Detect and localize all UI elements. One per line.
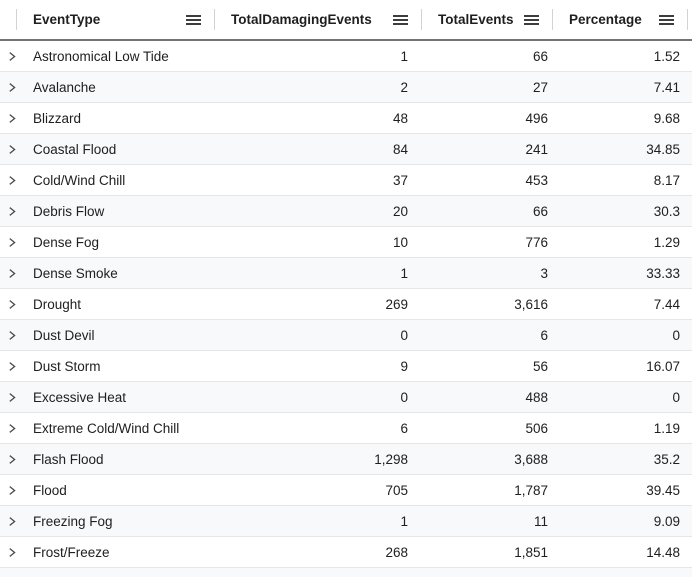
- cell-event-type: Frost/Freeze: [33, 544, 110, 560]
- column-menu-icon[interactable]: [524, 15, 539, 25]
- table-row[interactable]: [0, 320, 692, 351]
- table-row[interactable]: [0, 103, 692, 134]
- cell-total-damaging-events: 268: [385, 544, 408, 560]
- cell-event-type: Astronomical Low Tide: [33, 48, 169, 64]
- cell-total-damaging-events: 269: [385, 296, 408, 312]
- cell-percentage: 35.2: [653, 451, 680, 467]
- chevron-right-icon[interactable]: [7, 299, 17, 310]
- row-expander[interactable]: [0, 547, 17, 558]
- cell-total-events: 453: [525, 172, 548, 188]
- row-expander[interactable]: [0, 237, 17, 248]
- table-row[interactable]: [0, 134, 692, 165]
- chevron-right-icon[interactable]: [7, 547, 17, 558]
- row-expander[interactable]: [0, 299, 17, 310]
- header-filler: [688, 0, 692, 39]
- cell-percentage: 1.29: [653, 234, 680, 250]
- cell-event-type: Coastal Flood: [33, 141, 117, 157]
- cell-event-type: Avalanche: [33, 79, 96, 95]
- table-row[interactable]: [0, 196, 692, 227]
- chevron-right-icon[interactable]: [7, 392, 17, 403]
- chevron-right-icon[interactable]: [7, 454, 17, 465]
- partial-next-row: [0, 568, 692, 577]
- table-row[interactable]: [0, 41, 692, 72]
- cell-total-events: 66: [532, 48, 548, 64]
- chevron-right-icon[interactable]: [7, 51, 17, 62]
- cell-percentage: 33.33: [646, 265, 680, 281]
- chevron-right-icon[interactable]: [7, 516, 17, 527]
- cell-total-damaging-events: 37: [392, 172, 408, 188]
- cell-event-type: Flood: [33, 482, 67, 498]
- cell-event-type: Dense Smoke: [33, 265, 118, 281]
- cell-event-type: Debris Flow: [33, 203, 105, 219]
- cell-event-type: Extreme Cold/Wind Chill: [33, 420, 180, 436]
- cell-event-type: Excessive Heat: [33, 389, 127, 405]
- chevron-right-icon[interactable]: [7, 361, 17, 372]
- cell-event-type: Dust Storm: [33, 358, 101, 374]
- cell-total-events: 241: [525, 141, 548, 157]
- column-header-expander: [0, 0, 17, 39]
- table-row[interactable]: [0, 444, 692, 475]
- cell-event-type: Drought: [33, 296, 82, 312]
- column-header-event-type[interactable]: [17, 0, 215, 39]
- chevron-right-icon[interactable]: [7, 144, 17, 155]
- row-expander[interactable]: [0, 268, 17, 279]
- cell-event-type: Cold/Wind Chill: [33, 172, 126, 188]
- chevron-right-icon[interactable]: [7, 206, 17, 217]
- column-header-total-events[interactable]: [422, 0, 553, 39]
- chevron-right-icon[interactable]: [7, 330, 17, 341]
- cell-percentage: 16.07: [646, 358, 680, 374]
- cell-total-events: 3,616: [514, 296, 548, 312]
- cell-total-damaging-events: 1: [400, 48, 408, 64]
- cell-total-events: 1,851: [514, 544, 548, 560]
- row-expander[interactable]: [0, 516, 17, 527]
- cell-total-damaging-events: 6: [400, 420, 408, 436]
- table-row[interactable]: [0, 506, 692, 537]
- cell-total-events: 56: [532, 358, 548, 374]
- cell-total-events: 11: [533, 513, 548, 529]
- cell-total-damaging-events: 84: [392, 141, 408, 157]
- cell-total-damaging-events: 9: [400, 358, 408, 374]
- cell-percentage: 1.19: [653, 420, 680, 436]
- cell-percentage: 8.17: [653, 172, 680, 188]
- table-row[interactable]: [0, 258, 692, 289]
- cell-total-damaging-events: 20: [392, 203, 408, 219]
- table-row[interactable]: [0, 351, 692, 382]
- cell-total-events: 6: [540, 327, 548, 343]
- table-row[interactable]: [0, 413, 692, 444]
- cell-percentage: 14.48: [646, 544, 680, 560]
- row-expander[interactable]: [0, 454, 17, 465]
- row-expander[interactable]: [0, 330, 17, 341]
- cell-total-events: 27: [532, 79, 548, 95]
- header-row: [0, 0, 692, 41]
- table-row[interactable]: [0, 382, 692, 413]
- column-menu-icon[interactable]: [186, 15, 201, 25]
- column-label-total-damaging-events: TotalDamagingEvents: [231, 12, 372, 27]
- row-expander[interactable]: [0, 175, 17, 186]
- cell-event-type: Flash Flood: [33, 451, 104, 467]
- cell-total-damaging-events: 48: [392, 110, 408, 126]
- cell-percentage: 39.45: [646, 482, 680, 498]
- cell-event-type: Freezing Fog: [33, 513, 113, 529]
- table-row[interactable]: [0, 165, 692, 196]
- column-label-total-events: TotalEvents: [438, 12, 514, 27]
- cell-percentage: 30.3: [653, 203, 680, 219]
- cell-total-damaging-events: 0: [400, 389, 408, 405]
- cell-total-damaging-events: 10: [392, 234, 408, 250]
- chevron-right-icon[interactable]: [7, 423, 17, 434]
- column-menu-icon[interactable]: [659, 15, 674, 25]
- row-expander[interactable]: [0, 113, 17, 124]
- row-expander[interactable]: [0, 392, 17, 403]
- cell-percentage: 0: [672, 389, 680, 405]
- cell-total-events: 496: [525, 110, 548, 126]
- cell-total-damaging-events: 705: [385, 482, 408, 498]
- grid-body: [0, 41, 692, 568]
- row-expander[interactable]: [0, 485, 17, 496]
- column-header-percentage[interactable]: [553, 0, 688, 39]
- cell-total-events: 66: [532, 203, 548, 219]
- row-expander[interactable]: [0, 361, 17, 372]
- column-header-total-damaging-events[interactable]: [215, 0, 422, 39]
- cell-total-events: 506: [525, 420, 548, 436]
- column-label-percentage: Percentage: [569, 12, 642, 27]
- cell-percentage: 9.09: [653, 513, 680, 529]
- table-row[interactable]: [0, 537, 692, 568]
- cell-total-events: 776: [525, 234, 548, 250]
- row-expander[interactable]: [0, 51, 17, 62]
- chevron-right-icon[interactable]: [7, 113, 17, 124]
- cell-percentage: 0: [672, 327, 680, 343]
- cell-total-damaging-events: 0: [400, 327, 408, 343]
- row-expander[interactable]: [0, 423, 17, 434]
- cell-event-type: Dense Fog: [33, 234, 100, 250]
- row-expander[interactable]: [0, 82, 17, 93]
- cell-total-events: 3,688: [514, 451, 548, 467]
- chevron-right-icon[interactable]: [7, 237, 17, 248]
- cell-event-type: Dust Devil: [33, 327, 95, 343]
- cell-percentage: 9.68: [653, 110, 680, 126]
- cell-total-damaging-events: 1: [400, 513, 408, 529]
- cell-total-damaging-events: 1,298: [374, 451, 408, 467]
- column-menu-icon[interactable]: [393, 15, 408, 25]
- cell-percentage: 1.52: [653, 48, 680, 64]
- chevron-right-icon[interactable]: [7, 268, 17, 279]
- table-row[interactable]: [0, 227, 692, 258]
- cell-percentage: 7.41: [653, 79, 680, 95]
- table-row[interactable]: [0, 72, 692, 103]
- row-expander[interactable]: [0, 206, 17, 217]
- chevron-right-icon[interactable]: [7, 485, 17, 496]
- chevron-right-icon[interactable]: [7, 175, 17, 186]
- cell-total-damaging-events: 1: [400, 265, 408, 281]
- cell-total-events: 1,787: [514, 482, 548, 498]
- table-row[interactable]: [0, 289, 692, 320]
- column-label-event-type: EventType: [33, 12, 101, 27]
- cell-total-damaging-events: 2: [400, 79, 408, 95]
- cell-total-events: 3: [540, 265, 548, 281]
- table-row[interactable]: [0, 475, 692, 506]
- cell-total-events: 488: [525, 389, 548, 405]
- cell-percentage: 34.85: [646, 141, 680, 157]
- chevron-right-icon[interactable]: [7, 82, 17, 93]
- cell-event-type: Blizzard: [33, 110, 82, 126]
- cell-percentage: 7.44: [653, 296, 680, 312]
- row-expander[interactable]: [0, 144, 17, 155]
